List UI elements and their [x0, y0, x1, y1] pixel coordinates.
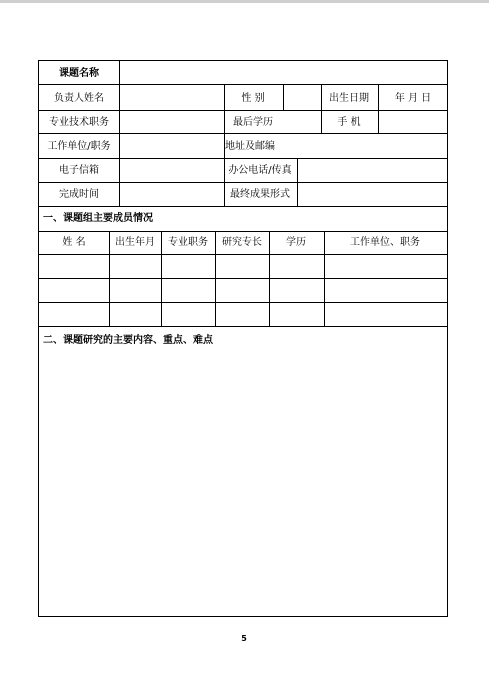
column-header: 专业职务 [168, 237, 208, 248]
birth-date-label: 出生日期 [329, 93, 369, 104]
col-divider [215, 231, 216, 326]
row-divider [39, 84, 447, 85]
row-divider [39, 231, 447, 232]
column-header: 姓 名 [62, 237, 86, 248]
birth-date-value: 年 月 日 [394, 93, 432, 104]
row-divider [39, 133, 447, 134]
gender-label: 性 别 [241, 93, 265, 104]
column-header: 工作单位、职务 [350, 237, 420, 248]
application-form-table [38, 60, 448, 617]
mobile-label: 手 机 [337, 117, 361, 128]
leader-name-label: 负责人姓名 [54, 93, 104, 104]
workplace-label: 工作单位/职务 [47, 141, 111, 152]
completion-time-label: 完成时间 [59, 189, 99, 200]
col-divider [119, 84, 120, 206]
row-divider [39, 254, 447, 255]
page-top-edge [0, 0, 489, 3]
col-divider [269, 231, 270, 326]
row-divider [39, 326, 447, 327]
col-divider [109, 231, 110, 326]
col-divider [283, 84, 284, 110]
email-label: 电子信箱 [59, 165, 99, 176]
research-section-title: 二、课题研究的主要内容、重点、难点 [43, 335, 213, 346]
col-divider [378, 84, 379, 133]
education-label: 最后学历 [233, 117, 273, 128]
title-label: 专业技术职务 [49, 117, 109, 128]
col-divider [321, 84, 322, 133]
row-divider [39, 158, 447, 159]
topic-name-label: 课题名称 [59, 68, 99, 79]
members-section-title: 一、课题组主要成员情况 [43, 213, 153, 224]
col-divider [119, 61, 120, 84]
row-divider [39, 110, 447, 111]
col-divider [161, 231, 162, 326]
page-number: 5 [241, 634, 247, 643]
column-header: 出生年月 [115, 237, 155, 248]
row-divider [39, 278, 447, 279]
column-header: 学历 [286, 237, 306, 248]
row-divider [39, 206, 447, 207]
office-phone-label: 办公电话/传真 [228, 165, 292, 176]
row-divider [39, 182, 447, 183]
address-label: 地址及邮编 [225, 141, 275, 152]
col-divider [297, 158, 298, 206]
row-divider [39, 302, 447, 303]
final-result-label: 最终成果形式 [230, 189, 290, 200]
column-header: 研究专长 [222, 237, 262, 248]
col-divider [324, 231, 325, 326]
